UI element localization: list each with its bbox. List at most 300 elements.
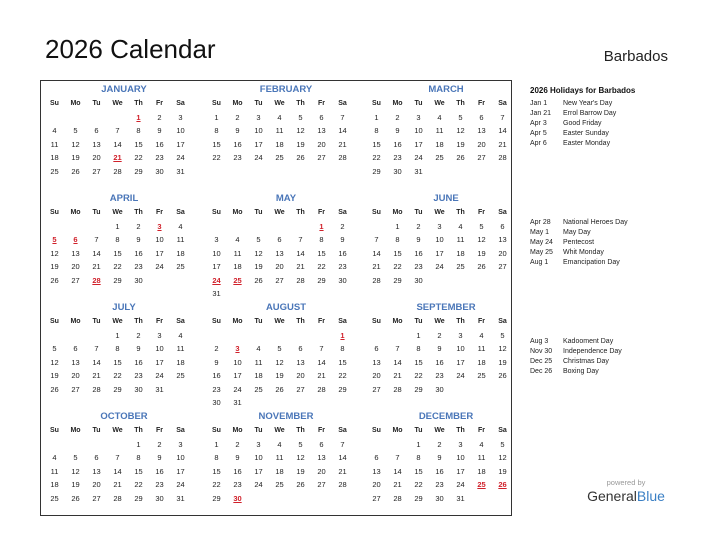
empty-cell [206,220,227,234]
day-cell: 30 [435,384,444,394]
day-cell: 7 [115,453,120,462]
day-cell: 27 [92,166,101,176]
day-cell: 23 [212,384,221,394]
month-december [366,411,516,505]
day-cell: 16 [155,466,164,476]
weekday-header: Su [50,318,59,325]
weekday-header: Mo [232,427,243,434]
day-cell: 12 [254,248,263,258]
empty-cell [366,438,387,452]
day-cell: 3 [178,112,183,122]
day-cell: 14 [372,248,381,258]
holiday-name: Emancipation Day [563,259,620,266]
day-cell: 22 [414,371,423,380]
day-cell: 27 [71,275,80,285]
weekday-header: Sa [498,209,507,216]
day-cell: 4 [178,330,183,340]
day-cell: 23 [414,262,423,271]
day-cell: 23 [155,153,164,162]
day-cell: 11 [456,235,465,244]
weekday-header: Fr [478,100,485,107]
day-cell: 14 [498,126,507,135]
day-cell: 1 [214,439,219,449]
day-cell: 23 [233,153,242,162]
day-cell: 26 [50,384,59,394]
day-cell: 2 [235,112,240,122]
day-cell: 4 [235,235,240,244]
day-cell: 1 [374,112,379,122]
holiday-date: Apr 6 [530,140,547,147]
day-cell: 3 [256,112,261,122]
day-cell: 3 [214,235,219,244]
day-cell: 3 [437,221,442,231]
day-cell: 6 [94,126,99,135]
day-cell: 13 [92,466,101,476]
day-cell: 10 [176,126,185,135]
day-cell: 9 [235,126,240,135]
day-cell: 19 [50,262,59,271]
day-cell: 28 [498,153,507,162]
day-cell: 21 [498,139,507,149]
month-days-grid [206,97,356,165]
day-cell: 30 [155,166,164,176]
day-cell: 20 [317,139,326,149]
holiday-date: Apr 3 [530,120,547,127]
holiday-date: Jan 1 [530,100,548,107]
month-january [44,84,194,178]
day-cell: 7 [319,344,324,353]
day-cell: 12 [71,139,80,149]
day-cell: 30 [155,493,164,503]
weekday-header: We [274,427,285,434]
weekday-header: We [434,318,445,325]
holiday-item [530,228,628,238]
day-cell: 17 [176,139,185,149]
day-cell: 12 [498,453,507,462]
day-cell: 11 [233,248,242,258]
empty-cell [44,111,65,125]
day-cell: 15 [338,357,347,367]
holiday-item [530,248,628,258]
day-cell: 22 [134,153,143,162]
holiday-name: Errol Barrow Day [563,110,617,117]
weekday-header: Fr [478,209,485,216]
day-cell: 19 [498,466,507,476]
day-cell: 7 [374,235,379,244]
weekday-header: Sa [176,209,185,216]
holiday-date: May 25 [530,249,553,256]
day-cell: 22 [212,480,221,489]
day-cell: 20 [71,262,80,271]
day-cell: 19 [477,248,486,258]
day-cell: 18 [275,139,284,149]
day-cell: 12 [71,466,80,476]
day-cell: 22 [317,262,326,271]
day-cell: 8 [115,235,120,244]
page-title: 2026 Calendar [45,34,216,64]
day-cell: 21 [92,371,101,380]
weekday-header: Tu [414,427,423,434]
month-days-grid [366,424,516,505]
holiday-name: Easter Sunday [563,130,609,137]
weekday-header: Sa [338,209,347,216]
day-cell: 28 [317,384,326,394]
month-may [206,193,356,301]
day-cell: 6 [277,235,282,244]
empty-cell [269,329,290,343]
weekday-header: We [434,100,445,107]
weekday-header: We [274,209,285,216]
day-cell: 27 [317,153,326,162]
month-name: NOVEMBER [258,411,314,422]
day-cell: 1 [214,112,219,122]
weekday-header: Th [456,209,465,216]
day-cell: 25 [456,262,465,271]
day-cell: 25 [50,493,59,503]
weekday-header: We [434,427,445,434]
day-cell: 23 [155,480,164,489]
day-cell: 29 [317,275,326,285]
day-cell: 21 [338,139,347,149]
weekday-header: Th [296,209,305,216]
day-cell: 5 [73,126,78,135]
day-cell: 25 [275,153,284,162]
day-cell: 31 [155,384,164,394]
day-cell: 9 [136,344,141,353]
day-cell: 19 [296,466,305,476]
empty-cell [387,438,408,452]
weekday-header: Th [296,100,305,107]
day-cell: 27 [71,384,80,394]
day-cell: 16 [233,466,242,476]
empty-cell [248,220,269,234]
day-cell: 24 [414,153,423,162]
empty-cell [44,220,65,234]
day-cell: 28 [338,153,347,162]
day-cell: 13 [92,139,101,149]
weekday-header: Tu [92,427,101,434]
holiday-name: National Heroes Day [563,219,628,226]
weekday-header: We [274,100,285,107]
day-cell: 26 [456,153,465,162]
holiday-day-cell: 1 [340,330,345,340]
empty-cell [227,220,248,234]
day-cell: 30 [338,275,347,285]
day-cell: 14 [338,126,347,135]
day-cell: 17 [233,371,242,380]
empty-cell [227,329,248,343]
day-cell: 24 [456,480,465,489]
empty-cell [290,329,311,343]
holiday-day-cell: 28 [92,275,101,285]
day-cell: 24 [155,371,164,380]
day-cell: 3 [256,439,261,449]
day-cell: 18 [176,357,185,367]
day-cell: 10 [176,453,185,462]
day-cell: 19 [275,371,284,380]
holiday-name: Whit Monday [563,249,604,256]
day-cell: 4 [479,439,484,449]
weekday-header: Sa [176,100,185,107]
month-days-grid [366,206,516,287]
day-cell: 30 [212,398,221,407]
day-cell: 1 [395,221,400,231]
holiday-date: Apr 28 [530,219,551,226]
day-cell: 29 [113,384,122,394]
month-days-grid [206,315,356,410]
holiday-date: Apr 5 [530,130,547,137]
day-cell: 22 [113,371,122,380]
day-cell: 10 [254,453,263,462]
holiday-date: May 1 [530,229,550,236]
day-cell: 24 [176,480,185,489]
day-cell: 29 [338,384,347,394]
weekday-header: Fr [318,427,325,434]
weekday-header: We [112,100,123,107]
day-cell: 11 [275,126,284,135]
holiday-item [530,139,616,149]
day-cell: 21 [393,480,402,489]
day-cell: 6 [298,344,303,353]
day-cell: 17 [212,262,221,271]
weekday-header: Sa [498,100,507,107]
holidays-title: 2026 Holidays for Barbados [530,86,636,95]
weekday-header: Mo [70,427,81,434]
weekday-header: Mo [392,318,403,325]
day-cell: 2 [136,330,141,340]
brand-powered-by: powered by [606,478,646,487]
day-cell: 22 [338,371,347,380]
day-cell: 16 [435,466,444,476]
weekday-header: Fr [478,427,485,434]
day-cell: 16 [233,139,242,149]
day-cell: 16 [393,139,402,149]
month-days-grid [366,315,516,396]
day-cell: 6 [319,112,324,122]
day-cell: 19 [71,153,80,162]
day-cell: 22 [134,480,143,489]
weekday-header: Mo [392,100,403,107]
day-cell: 26 [50,275,59,285]
day-cell: 5 [458,112,463,122]
empty-cell [44,438,65,452]
empty-cell [107,438,128,452]
day-cell: 11 [275,453,284,462]
day-cell: 23 [435,480,444,489]
day-cell: 8 [136,453,141,462]
day-cell: 2 [437,330,442,340]
day-cell: 10 [155,344,164,353]
day-cell: 20 [275,262,284,271]
empty-cell [290,220,311,234]
weekday-header: Mo [70,318,81,325]
holiday-day-cell: 1 [136,112,141,122]
weekday-header: Mo [392,427,403,434]
day-cell: 7 [94,344,99,353]
day-cell: 21 [92,262,101,271]
weekday-header: Sa [176,318,185,325]
day-cell: 12 [477,235,486,244]
day-cell: 26 [296,480,305,489]
day-cell: 2 [136,221,141,231]
holiday-day-cell: 3 [157,221,162,231]
day-cell: 30 [435,493,444,503]
day-cell: 17 [456,466,465,476]
day-cell: 12 [50,357,59,367]
weekday-header: Su [372,427,381,434]
holiday-item [530,129,616,139]
day-cell: 9 [437,344,442,353]
holiday-name: Good Friday [563,120,602,127]
month-name: JUNE [433,193,459,204]
empty-cell [86,111,107,125]
day-cell: 18 [435,139,444,149]
holiday-group [530,337,622,377]
brand-name-part2: Blue [636,488,665,504]
weekday-header: Su [212,100,221,107]
day-cell: 23 [338,262,347,271]
day-cell: 21 [338,466,347,476]
day-cell: 26 [71,166,80,176]
weekday-header: Sa [338,100,347,107]
holiday-item [530,357,622,367]
holiday-date: Aug 3 [530,338,549,345]
month-days-grid [206,206,356,301]
day-cell: 27 [296,384,305,394]
day-cell: 12 [456,126,465,135]
day-cell: 2 [214,344,219,353]
day-cell: 8 [214,453,219,462]
holiday-date: May 24 [530,239,553,246]
empty-cell [44,329,65,343]
month-days-grid [44,97,194,178]
day-cell: 20 [317,466,326,476]
weekday-header: Tu [414,209,423,216]
day-cell: 4 [178,221,183,231]
day-cell: 26 [254,275,263,285]
day-cell: 12 [50,248,59,258]
day-cell: 27 [275,275,284,285]
day-cell: 20 [372,371,381,380]
holiday-day-cell: 3 [235,344,240,353]
day-cell: 7 [395,344,400,353]
weekday-header: Th [296,427,305,434]
empty-cell [206,329,227,343]
holiday-group [530,218,628,268]
empty-cell [366,220,387,234]
weekday-header: Fr [156,318,163,325]
holiday-name: Pentecost [563,239,595,246]
holiday-day-cell: 25 [233,275,242,285]
day-cell: 4 [277,112,282,122]
day-cell: 6 [374,453,379,462]
day-cell: 22 [414,480,423,489]
month-name: FEBRUARY [259,84,313,95]
day-cell: 19 [296,139,305,149]
day-cell: 26 [498,371,507,380]
day-cell: 20 [372,480,381,489]
holiday-item [530,337,622,347]
day-cell: 21 [296,262,305,271]
weekday-header: Su [212,318,221,325]
day-cell: 1 [136,439,141,449]
day-cell: 4 [52,126,57,135]
weekday-header: Th [456,100,465,107]
day-cell: 2 [437,439,442,449]
day-cell: 24 [435,262,444,271]
day-cell: 15 [393,248,402,258]
holiday-date: Dec 25 [530,358,553,365]
day-cell: 30 [134,275,143,285]
month-june [366,193,516,287]
day-cell: 25 [176,262,185,271]
day-cell: 19 [71,480,80,489]
month-name: MARCH [428,84,464,95]
weekday-header: Tu [254,209,263,216]
day-cell: 18 [233,262,242,271]
brand-name [584,488,668,504]
empty-cell [366,329,387,343]
month-days-grid [44,424,194,505]
day-cell: 14 [296,248,305,258]
month-name: AUGUST [265,302,307,313]
brand-name-part1: General [587,488,637,504]
day-cell: 6 [94,453,99,462]
holiday-date: Aug 1 [530,259,549,266]
weekday-header: Su [212,427,221,434]
day-cell: 30 [134,384,143,394]
day-cell: 3 [178,439,183,449]
holiday-item [530,119,616,129]
day-cell: 31 [233,398,242,407]
day-cell: 24 [176,153,185,162]
day-cell: 22 [113,262,122,271]
holiday-day-cell: 26 [498,480,507,489]
holiday-day-cell: 6 [73,235,78,244]
day-cell: 29 [372,166,381,176]
empty-cell [248,329,269,343]
day-cell: 9 [235,453,240,462]
day-cell: 4 [437,112,442,122]
day-cell: 28 [296,275,305,285]
holiday-name: Boxing Day [563,368,599,375]
day-cell: 27 [317,480,326,489]
day-cell: 24 [233,384,242,394]
day-cell: 4 [479,330,484,340]
day-cell: 5 [73,453,78,462]
empty-cell [65,220,86,234]
holiday-item [530,258,628,268]
day-cell: 30 [414,275,423,285]
day-cell: 5 [500,330,505,340]
day-cell: 4 [277,439,282,449]
weekday-header: Th [296,318,305,325]
day-cell: 4 [52,453,57,462]
day-cell: 17 [414,139,423,149]
weekday-header: Th [456,427,465,434]
day-cell: 15 [414,357,423,367]
day-cell: 7 [94,235,99,244]
day-cell: 8 [395,235,400,244]
holiday-item [530,367,622,377]
day-cell: 13 [275,248,284,258]
day-cell: 18 [477,466,486,476]
day-cell: 14 [92,357,101,367]
weekday-header: Fr [318,209,325,216]
empty-cell [86,220,107,234]
day-cell: 18 [50,153,59,162]
day-cell: 4 [458,221,463,231]
